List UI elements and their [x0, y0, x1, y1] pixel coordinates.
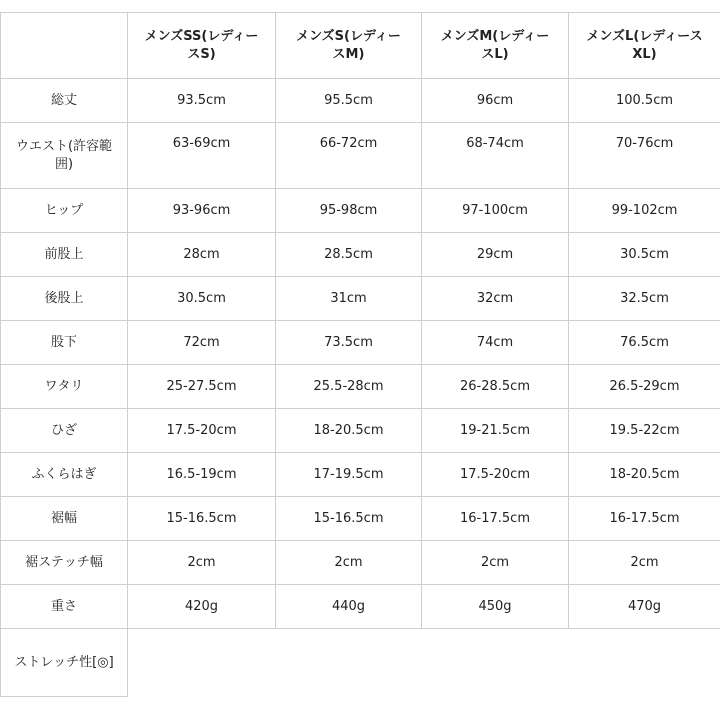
row-value: 66-72cm [275, 122, 422, 189]
row-value: 63-69cm [127, 122, 276, 189]
row-value: 470g [568, 584, 720, 629]
row-value: 73.5cm [275, 320, 422, 365]
row-value: 28cm [127, 232, 276, 277]
header-size-1: メンズSS(レディースS) [127, 12, 276, 79]
row-value: 25-27.5cm [127, 364, 276, 409]
row-value: 93.5cm [127, 78, 276, 123]
row-label: 重さ [0, 584, 128, 629]
row-value: 15-16.5cm [275, 496, 422, 541]
row-value: 2cm [568, 540, 720, 585]
row-value: 95.5cm [275, 78, 422, 123]
header-size-3: メンズM(レディースL) [421, 12, 569, 79]
row-label: 裾幅 [0, 496, 128, 541]
row-value: 16.5-19cm [127, 452, 276, 497]
row-value: 70-76cm [568, 122, 720, 189]
row-value: 30.5cm [127, 276, 276, 321]
header-size-2: メンズS(レディースM) [275, 12, 422, 79]
row-label: ワタリ [0, 364, 128, 409]
row-label: 前股上 [0, 232, 128, 277]
row-value: 99-102cm [568, 188, 720, 233]
row-value: 17-19.5cm [275, 452, 422, 497]
row-value: 25.5-28cm [275, 364, 422, 409]
row-label: ストレッチ性[◎] [0, 628, 128, 697]
row-value: 16-17.5cm [568, 496, 720, 541]
row-value: 31cm [275, 276, 422, 321]
row-label: 裾ステッチ幅 [0, 540, 128, 585]
row-label: 後股上 [0, 276, 128, 321]
row-value: 96cm [421, 78, 569, 123]
row-label: 総丈 [0, 78, 128, 123]
row-value: 17.5-20cm [421, 452, 569, 497]
row-value: 28.5cm [275, 232, 422, 277]
row-value: 450g [421, 584, 569, 629]
row-value: 30.5cm [568, 232, 720, 277]
row-value: 16-17.5cm [421, 496, 569, 541]
row-value: 18-20.5cm [275, 408, 422, 453]
row-label: ウエスト(許容範囲) [0, 122, 128, 189]
row-value: 93-96cm [127, 188, 276, 233]
row-value: 26-28.5cm [421, 364, 569, 409]
row-value: 26.5-29cm [568, 364, 720, 409]
row-value: 2cm [421, 540, 569, 585]
row-value: 17.5-20cm [127, 408, 276, 453]
row-value: 440g [275, 584, 422, 629]
row-value: 2cm [275, 540, 422, 585]
row-value: 100.5cm [568, 78, 720, 123]
row-value: 2cm [127, 540, 276, 585]
row-label: ひざ [0, 408, 128, 453]
row-value: 19.5-22cm [568, 408, 720, 453]
row-value: 97-100cm [421, 188, 569, 233]
header-corner-cell [0, 12, 128, 79]
row-value: 76.5cm [568, 320, 720, 365]
row-value: 29cm [421, 232, 569, 277]
row-value: 19-21.5cm [421, 408, 569, 453]
row-value: 72cm [127, 320, 276, 365]
header-size-4: メンズL(レディースXL) [568, 12, 720, 79]
row-value: 68-74cm [421, 122, 569, 189]
row-label: 股下 [0, 320, 128, 365]
row-value: 18-20.5cm [568, 452, 720, 497]
row-value: 32cm [421, 276, 569, 321]
row-value: 420g [127, 584, 276, 629]
row-value: 95-98cm [275, 188, 422, 233]
row-label: ふくらはぎ [0, 452, 128, 497]
row-value: 15-16.5cm [127, 496, 276, 541]
row-value: 74cm [421, 320, 569, 365]
row-label: ヒップ [0, 188, 128, 233]
row-value: 32.5cm [568, 276, 720, 321]
